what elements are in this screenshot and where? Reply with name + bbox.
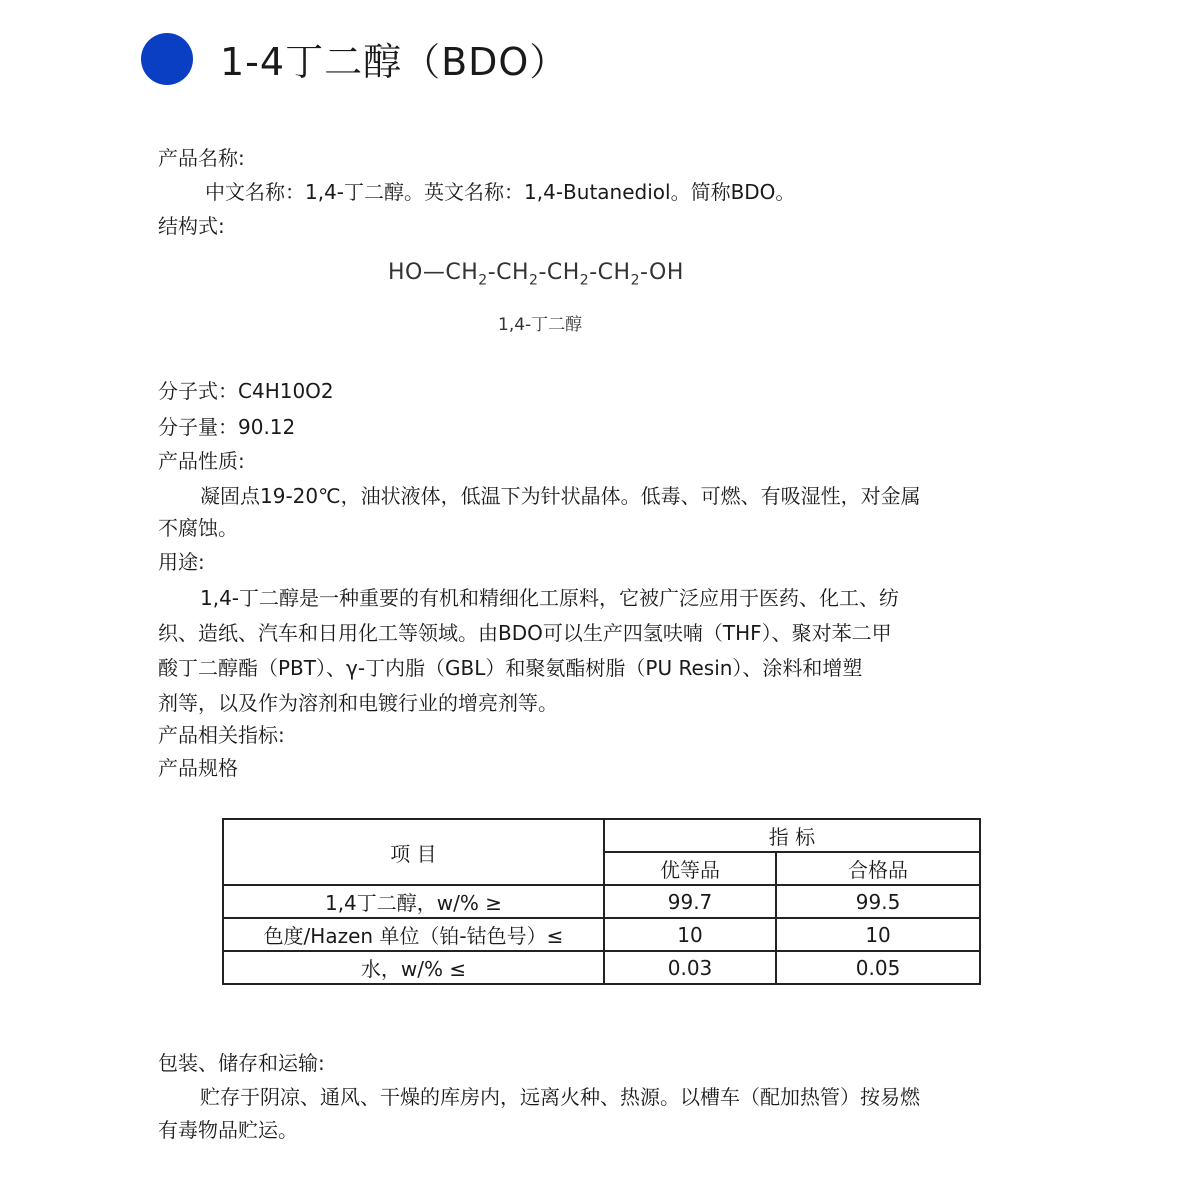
formula-subscript: 2	[630, 272, 640, 289]
row-qualified-value: 0.05	[776, 951, 980, 984]
row-qualified-value: 99.5	[776, 885, 980, 918]
uses-line-3: 酸丁二醇酯（PBT）、γ-丁内脂（GBL）和聚氨酯树脂（PU Resin）、涂料和增塑	[158, 656, 863, 680]
molecular-formula: 分子式：C4H10O2	[158, 379, 334, 403]
properties-line-1: 凝固点19-20℃，油状液体，低温下为针状晶体。低毒、可燃、有吸湿性，对金属	[200, 484, 921, 508]
product-name-text: 中文名称：1,4-丁二醇。英文名称：1,4-Butanediol。简称BDO。	[205, 180, 796, 204]
table-header-row	[223, 819, 980, 852]
formula-part: -CH	[487, 260, 530, 285]
formula-caption: 1,4-丁二醇	[498, 315, 583, 335]
molecular-weight: 分子量：90.12	[158, 415, 296, 439]
grade-premium-header: 优等品	[604, 852, 776, 885]
structural-formula	[388, 256, 684, 297]
page-title: 1-4丁二醇（BDO）	[220, 40, 569, 84]
formula-subscript: 2	[529, 272, 539, 289]
row-premium-value: 99.7	[604, 885, 776, 918]
formula-part: -OH	[639, 260, 684, 285]
formula-part: -CH	[589, 260, 631, 285]
spec-table	[222, 818, 981, 985]
packaging-heading: 包装、储存和运输:	[158, 1051, 325, 1075]
structure-heading: 结构式:	[158, 214, 225, 238]
spec-heading: 产品规格	[158, 756, 238, 780]
packaging-line-1: 贮存于阴凉、通风、干燥的库房内，远离火种、热源。以槽车（配加热管）按易燃	[200, 1085, 920, 1109]
index-header: 指 标	[604, 819, 980, 852]
row-item: 色度/Hazen 单位（铂-钴色号）≤	[223, 918, 604, 951]
packaging-line-2: 有毒物品贮运。	[158, 1118, 298, 1142]
formula-part: -CH	[538, 260, 580, 285]
formula-subscript: 2	[478, 272, 488, 289]
row-item: 水，w/% ≤	[223, 951, 604, 984]
table-row	[223, 885, 980, 918]
product-name-heading: 产品名称:	[158, 146, 245, 170]
formula-subscript: 2	[579, 272, 590, 289]
indicators-heading: 产品相关指标:	[158, 723, 285, 747]
grade-qualified-header: 合格品	[776, 852, 980, 885]
table-row	[223, 951, 980, 984]
row-item: 1,4丁二醇，w/% ≥	[223, 885, 604, 918]
uses-line-4: 剂等，以及作为溶剂和电镀行业的增亮剂等。	[158, 691, 558, 715]
properties-line-2: 不腐蚀。	[158, 516, 238, 540]
formula-part: HO—CH	[388, 260, 479, 285]
uses-line-1: 1,4-丁二醇是一种重要的有机和精细化工原料，它被广泛应用于医药、化工、纺	[200, 586, 900, 610]
row-premium-value: 0.03	[604, 951, 776, 984]
uses-line-2: 织、造纸、汽车和日用化工等领域。由BDO可以生产四氢呋喃（THF）、聚对苯二甲	[158, 621, 892, 645]
item-header: 项 目	[223, 819, 604, 885]
uses-heading: 用途:	[158, 550, 205, 574]
properties-heading: 产品性质:	[158, 449, 245, 473]
title-bullet-icon	[141, 33, 193, 85]
table-row	[223, 918, 980, 951]
row-qualified-value: 10	[776, 918, 980, 951]
row-premium-value: 10	[604, 918, 776, 951]
